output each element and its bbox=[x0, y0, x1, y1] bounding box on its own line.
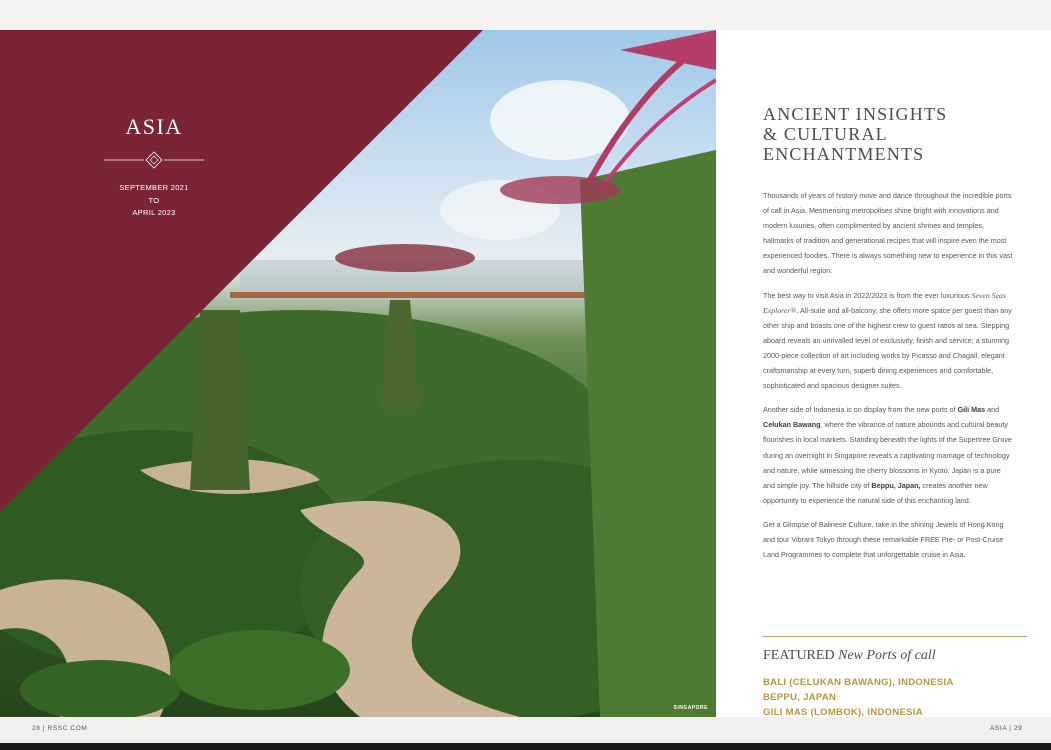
heading-line-3: ENCHANTMENTS bbox=[763, 144, 925, 164]
photo-caption: SINGAPORE bbox=[673, 705, 708, 711]
page-bottom-edge bbox=[0, 743, 1051, 750]
text-run: , where the vibrance of nature abounds and cultural beauty flourishes in local markets. Standing beneath the lights of the Supertree Grove during an overnight in Singapore reveals a captivating marriage of technology and nature, while witnessing the cherry blossoms in Kyoto, Japan is a pure and simple joy. The hillside city of bbox=[763, 420, 1012, 490]
section-rule bbox=[763, 636, 1027, 637]
article-heading bbox=[763, 104, 1013, 164]
port-item: BALI (CELUKAN BAWANG), INDONESIA bbox=[763, 677, 954, 688]
text-run: Another side of Indonesia is on display from the new ports of bbox=[763, 405, 958, 415]
ship-name: Seven Seas Explorer® bbox=[763, 290, 1006, 315]
bold-text: Celukan Bawang bbox=[763, 420, 821, 430]
site-link[interactable]: RSSC.COM bbox=[47, 725, 88, 732]
page-number: 28 bbox=[32, 725, 41, 732]
text-run: Get a Glimpse of Balinese Culture, take in the shining Jewels of Hong Kong and tour Vibrant Tokyo through these remarkable FREE Pre- or Post-Cruise Land Programmes to complete that unforgettable cruise in Asia. bbox=[763, 519, 1004, 560]
port-item: GILI MAS (LOMBOK), INDONESIA bbox=[763, 707, 923, 718]
text-run: creates another new opportunity to experience the natural side of this enchanting land. bbox=[763, 480, 988, 505]
footer-right bbox=[990, 725, 1022, 732]
footer-separator: | bbox=[42, 725, 46, 732]
featured-title: FEATURED bbox=[763, 648, 835, 663]
footer-separator: | bbox=[1009, 725, 1012, 732]
text-run: Thousands of years of history move and dance throughout the incredible ports of call in Asia. Mesmerising metropolises shine bright with innovations and modern luxuries, often complimented by ancient shrines and temples, hallmarks of tradition and generational recipes that will inspire even the most experienced foodies. There is always something new to experience in this vast and wonderful region. bbox=[763, 191, 1013, 276]
bold-text: Gili Mas bbox=[957, 405, 986, 415]
ports-list bbox=[763, 675, 1023, 720]
body-paragraph bbox=[763, 517, 1013, 562]
body-paragraph bbox=[763, 288, 1013, 394]
date-range bbox=[104, 182, 204, 220]
date-start: SEPTEMBER 2021 bbox=[119, 183, 189, 192]
featured-heading bbox=[763, 648, 1023, 664]
footer-section: ASIA bbox=[990, 725, 1007, 732]
featured-subtitle: New Ports of call bbox=[838, 648, 936, 663]
heading-line-2: & CULTURAL bbox=[763, 124, 888, 144]
text-run: and bbox=[985, 405, 1000, 415]
date-end: APRIL 2023 bbox=[132, 208, 176, 217]
page-number: 29 bbox=[1013, 725, 1023, 732]
section-title: ASIA bbox=[125, 114, 183, 139]
bold-text: Beppu, Japan, bbox=[871, 480, 921, 490]
page-top-margin bbox=[0, 0, 1051, 30]
body-paragraph bbox=[763, 402, 1013, 508]
date-to: TO bbox=[148, 195, 160, 205]
footer-left bbox=[32, 725, 87, 732]
ornament-divider-icon bbox=[104, 150, 204, 170]
text-run: The best way to visit Asia in 2022/2023 is from the ever luxurious bbox=[763, 290, 972, 300]
heading-line-1: ANCIENT INSIGHTS bbox=[763, 104, 948, 124]
text-run: . All-suite and all-balcony, she offers more space per guest than any other ship and boasts one of the highest crew to guest ratios at sea. Stepping aboard reveals an unrivalled level of exclusivity, finish and service; a stunning 2000-piece collection of art including works by Picasso and Chagall, elegant craftsmanship at every turn, superb dining experiences and comfortable, sophisticated and spacious designer suites. bbox=[763, 305, 1012, 391]
article-body bbox=[763, 188, 1013, 571]
port-item: BEPPU, JAPAN bbox=[763, 692, 837, 703]
body-paragraph bbox=[763, 188, 1013, 279]
